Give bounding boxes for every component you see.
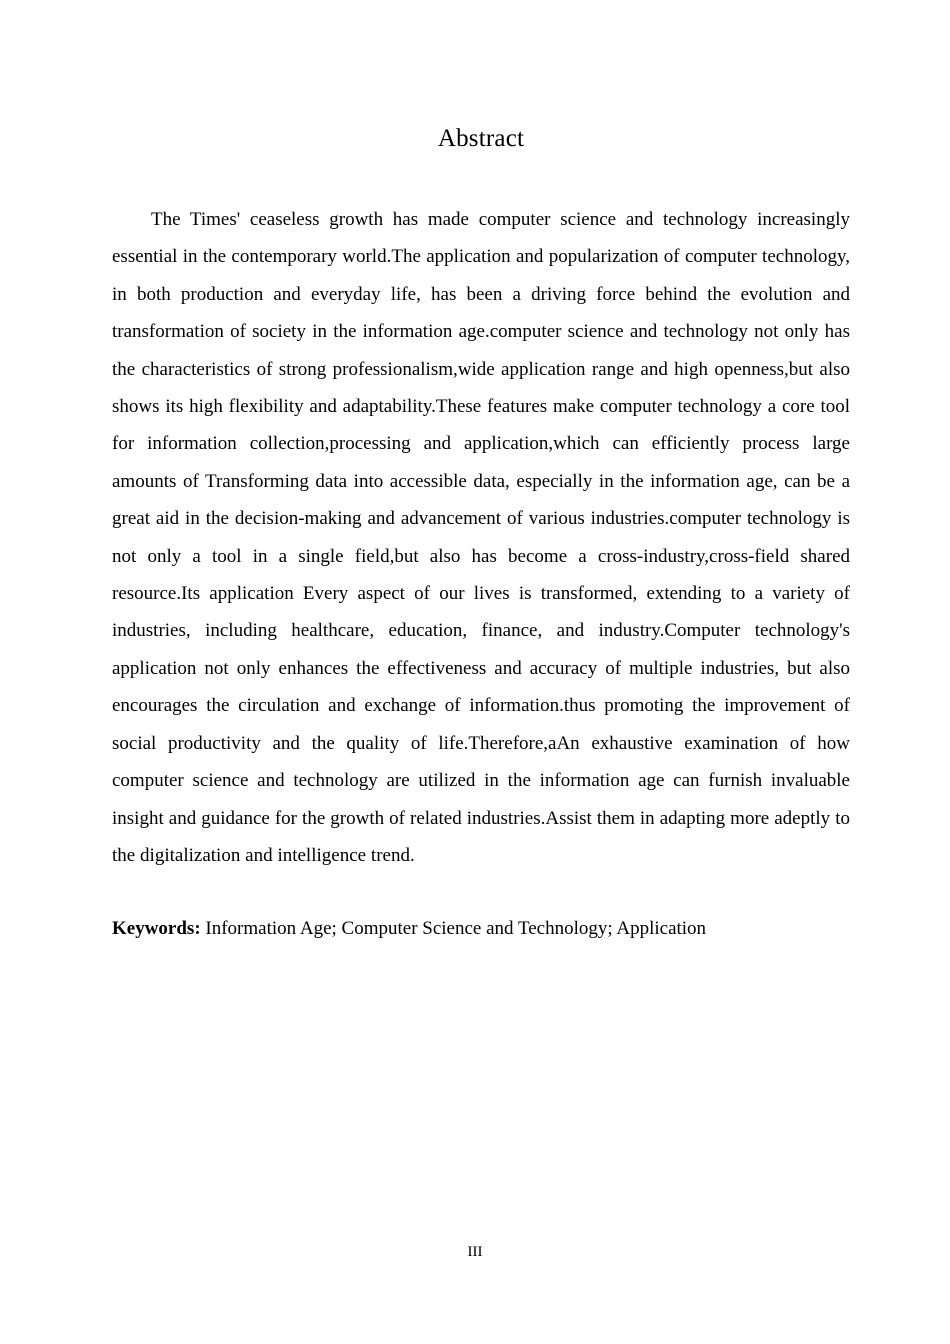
keywords-label: Keywords: [112,918,201,940]
abstract-paragraph: The Times' ceaseless growth has made computer science and technology increasingly essential in the contemporary world.The application and popularization of computer technology, in both production and everyday life, has been a driving force behind the evolution and transformation of society in the information age.computer science and technology not only has the characteristics of strong professionalism,wide application range and high openness,but also shows its high flexibility and adaptability.These features make computer technology a core tool for information collection,processing and application,which can efficiently process large amounts of Transforming data into accessible data, especially in the information age, can be a great aid in the decision-making and advancement of various industries.computer technology is not only a tool in a single field,but also has become a cross-industry,cross-field shared resource.Its application Every aspect of our lives is transformed, extending to a variety of industries, including healthcare, education, finance, and industry.Computer technology's application not only enhances the effectiveness and accuracy of multiple industries, but also encourages the circulation and exchange of information.thus promoting the improvement of social productivity and the quality of life.Therefore,aAn exhaustive examination of how computer science and technology are utilized in the information age can furnish invaluable insight and guidance for the growth of related industries.Assist them in adapting more adeptly to the digitalization and intelligence trend. [112,209,850,866]
page-number-footer: III [467,1244,483,1260]
keywords-value: Information Age; Computer Science and Technology; Application [205,918,707,940]
keywords-line [112,874,850,947]
page-title: Abstract [437,125,525,152]
page-content-area [112,0,850,948]
